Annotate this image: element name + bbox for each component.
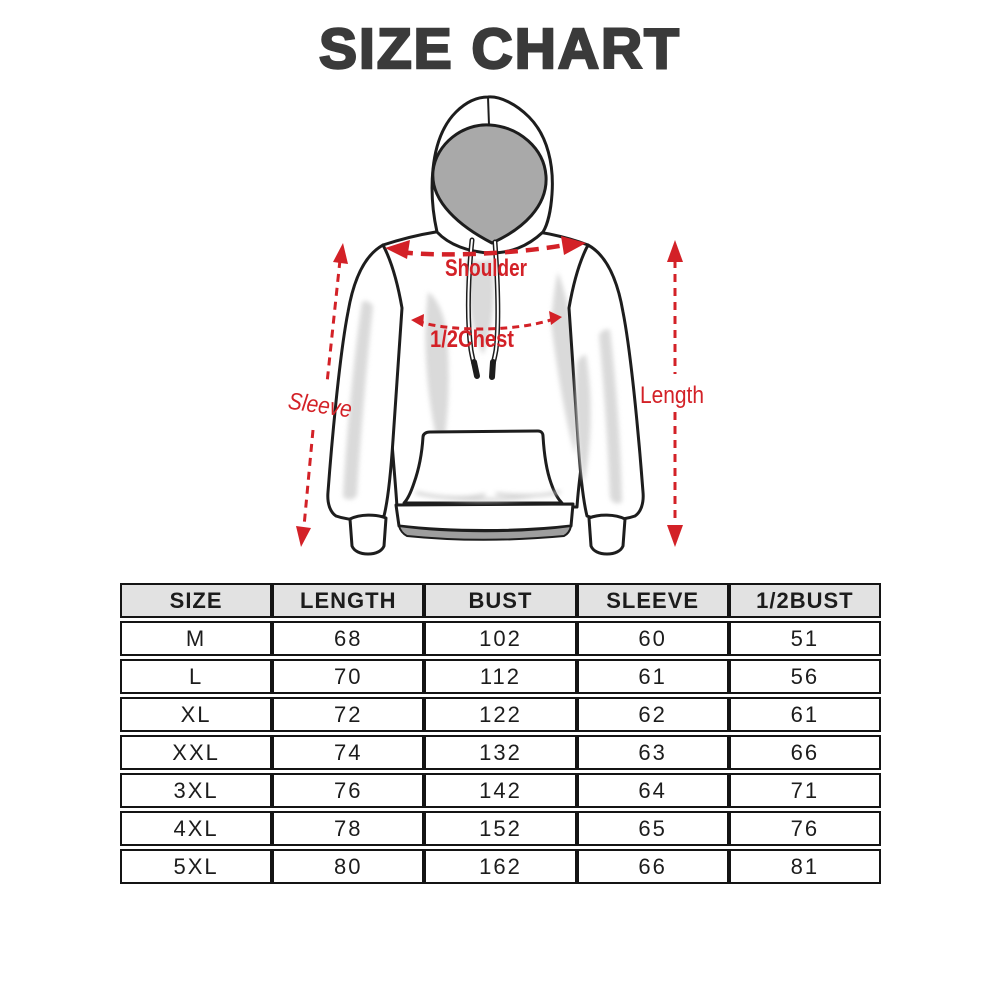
column-header: BUST	[424, 583, 576, 618]
measurement-cell: 66	[729, 735, 881, 770]
table-row	[120, 773, 881, 808]
sleeve-arrow-line-upper	[327, 260, 340, 383]
size-cell: 4XL	[120, 811, 272, 846]
measurement-cell: 162	[424, 849, 576, 884]
measurement-cell: 81	[729, 849, 881, 884]
measurement-cell: 64	[577, 773, 729, 808]
measurement-cell: 61	[577, 659, 729, 694]
table-row	[120, 735, 881, 770]
table-row	[120, 621, 881, 656]
measurement-cell: 72	[272, 697, 424, 732]
length-arrowhead-top	[667, 240, 683, 262]
measurement-cell: 70	[272, 659, 424, 694]
hoodie-hem	[396, 504, 573, 540]
drawstring-aglet	[492, 362, 493, 377]
column-header: SLEEVE	[577, 583, 729, 618]
length-label: Length	[640, 382, 704, 409]
size-cell: L	[120, 659, 272, 694]
hood	[432, 97, 552, 253]
measurement-cell: 61	[729, 697, 881, 732]
size-table-head	[120, 583, 881, 618]
drawstring-aglet	[474, 362, 477, 376]
measurement-cell: 102	[424, 621, 576, 656]
size-cell: XXL	[120, 735, 272, 770]
sleeve-arrowhead-top	[333, 243, 348, 264]
table-row	[120, 849, 881, 884]
measurement-cell: 76	[729, 811, 881, 846]
measurement-cell: 63	[577, 735, 729, 770]
measurement-cell: 71	[729, 773, 881, 808]
size-cell: XL	[120, 697, 272, 732]
measurement-cell: 76	[272, 773, 424, 808]
size-cell: 3XL	[120, 773, 272, 808]
measurement-cell: 132	[424, 735, 576, 770]
table-row	[120, 697, 881, 732]
measurement-cell: 56	[729, 659, 881, 694]
measurement-cell: 74	[272, 735, 424, 770]
size-table-body	[120, 621, 881, 884]
measurement-cell: 66	[577, 849, 729, 884]
measurement-cell: 152	[424, 811, 576, 846]
measurement-cell: 80	[272, 849, 424, 884]
column-header: 1/2BUST	[729, 583, 881, 618]
measurement-cell: 142	[424, 773, 576, 808]
column-header: LENGTH	[272, 583, 424, 618]
column-header: SIZE	[120, 583, 272, 618]
kangaroo-pocket	[404, 431, 562, 503]
hoodie-measurement-diagram	[260, 90, 740, 570]
measurement-cell: 68	[272, 621, 424, 656]
size-table	[120, 580, 881, 887]
measurement-cell: 60	[577, 621, 729, 656]
measurement-cell: 122	[424, 697, 576, 732]
page-title: SIZE CHART	[319, 17, 681, 81]
measurement-cell: 65	[577, 811, 729, 846]
header-row	[120, 583, 881, 618]
sleeve-arrowhead-bottom	[296, 526, 311, 547]
half-chest-label: 1/2Chest	[430, 326, 515, 353]
measurement-cell: 62	[577, 697, 729, 732]
size-cell: 5XL	[120, 849, 272, 884]
table-row	[120, 659, 881, 694]
measurement-cell: 51	[729, 621, 881, 656]
measurement-cell: 78	[272, 811, 424, 846]
shoulder-label: Shoulder	[445, 255, 527, 282]
length-arrowhead-bottom	[667, 525, 683, 547]
sleeve-label: Sleeve	[286, 387, 363, 425]
size-cell: M	[120, 621, 272, 656]
sleeve-arrow-line-lower	[303, 430, 313, 537]
table-row	[120, 811, 881, 846]
measurement-cell: 112	[424, 659, 576, 694]
hood-seam	[488, 97, 489, 125]
